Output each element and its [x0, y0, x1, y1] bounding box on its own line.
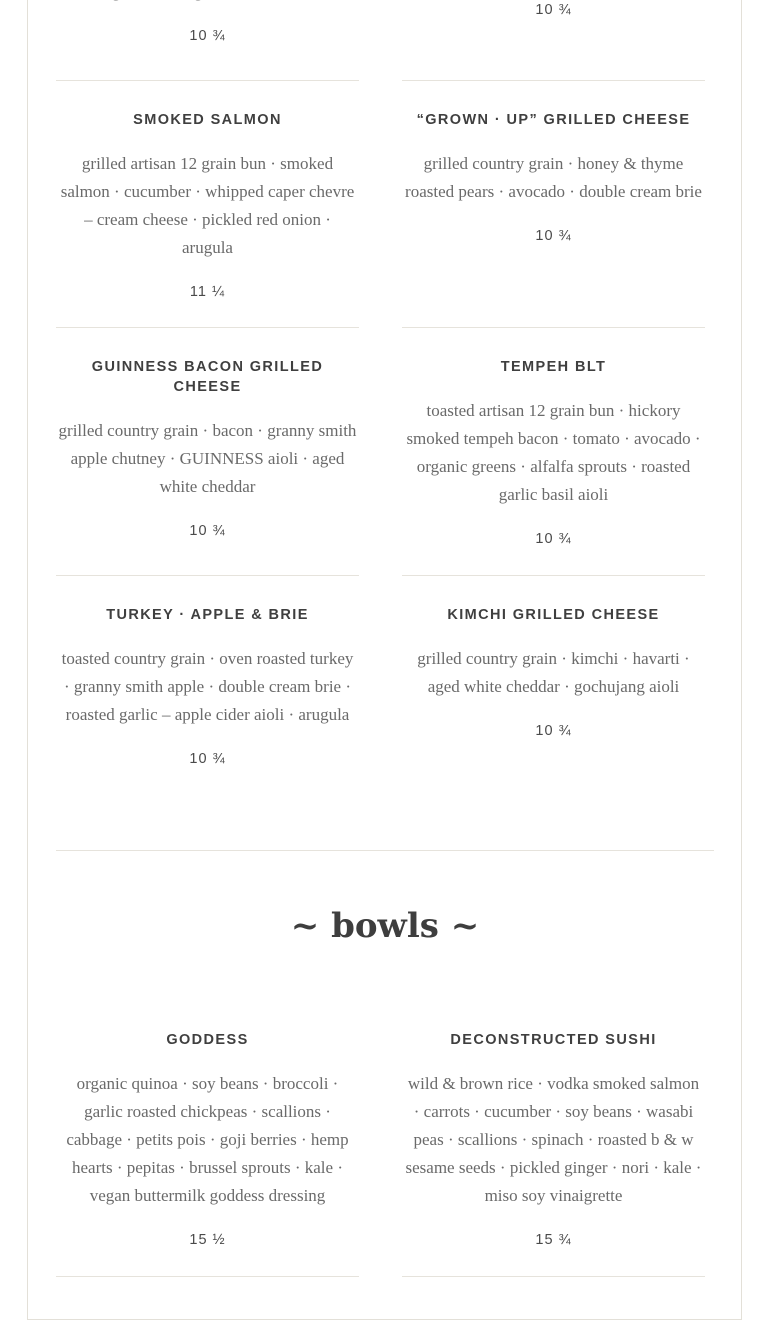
- menu-item-price: 10 ¾: [189, 28, 226, 44]
- menu-item-price: 10 ¾: [189, 523, 226, 539]
- menu-item-description: [56, 0, 359, 6]
- divider: [402, 1276, 705, 1277]
- menu-item-name: TURKEY · APPLE & BRIE: [106, 607, 309, 623]
- menu-item-price: 10 ¾: [189, 751, 226, 767]
- menu-item-price: 15 ½: [189, 1232, 226, 1248]
- divider: [56, 327, 359, 328]
- section-divider: [56, 850, 714, 851]
- divider: [56, 1276, 359, 1277]
- menu-item-name: KIMCHI GRILLED CHEESE: [447, 607, 660, 623]
- menu-item-partial-right: [402, 0, 705, 20]
- menu-item-price: 10 ¾: [535, 228, 572, 244]
- menu-item-price: 10 ¾: [535, 723, 572, 739]
- menu-item-description: wild & brown rice · vodka smoked salmon · carrots · cucumber · soy beans · wasabi peas · scallions · spinach · roasted b & w sesame seeds · pickled ginger · nori · kale · miso soy vinaigrette: [405, 1074, 702, 1205]
- section-title-bowls: ~ bowls ~: [290, 906, 480, 946]
- divider: [402, 80, 705, 81]
- menu-item-name: TEMPEH BLT: [500, 359, 607, 375]
- divider: [56, 575, 359, 576]
- menu-item-description: grilled country grain · honey & thyme roasted pears · avocado · double cream brie: [405, 154, 702, 201]
- menu-item-name: SMOKED SALMON: [133, 112, 282, 128]
- menu-item-description: grilled artisan 12 grain bun · smoked salmon · cucumber · whipped caper chevre – cream cheese · pickled red onion · arugula: [60, 154, 355, 257]
- menu-item-name: “GROWN · UP” GRILLED CHEESE: [416, 112, 691, 128]
- menu-item-smoked-salmon: [56, 110, 359, 302]
- divider: [402, 575, 705, 576]
- menu-item-partial-left: [56, 0, 359, 46]
- menu-item-description: grilled country grain · kimchi · havarti · aged white cheddar · gochujang aioli: [417, 649, 690, 696]
- menu-item-deconstructed-sushi: [402, 1030, 705, 1250]
- menu-item-description: grilled country grain · bacon · granny smith apple chutney · GUINNESS aioli · aged white cheddar: [58, 421, 357, 496]
- menu-item-price: 10 ¾: [535, 2, 572, 18]
- menu-item-name: DECONSTRUCTED SUSHI: [450, 1032, 657, 1048]
- menu-item-description: toasted artisan 12 grain bun · hickory smoked tempeh bacon · tomato · avocado · organic greens · alfalfa sprouts · roasted garlic basil aioli: [406, 401, 701, 504]
- divider: [402, 327, 705, 328]
- divider: [56, 80, 359, 81]
- menu-item-description: organic quinoa · soy beans · broccoli · garlic roasted chickpeas · scallions · cabbage · petits pois · goji berries · hemp hearts · pepitas · brussel sprouts · kale · vegan buttermilk goddess dressing: [66, 1074, 349, 1205]
- menu-item-grown-up-grilled-cheese: [402, 110, 705, 246]
- menu-item-name: GUINNESS BACON GRILLED CHEESE: [91, 359, 324, 395]
- menu-item-price: 10 ¾: [535, 531, 572, 547]
- menu-item-name: GODDESS: [166, 1032, 249, 1048]
- menu-item-tempeh-blt: [402, 357, 705, 549]
- menu-item-guinness-bacon-grilled-cheese: [56, 357, 359, 541]
- menu-item-goddess: [56, 1030, 359, 1250]
- menu-item-price: 15 ¾: [535, 1232, 572, 1248]
- menu-item-description: toasted country grain · oven roasted turkey · granny smith apple · double cream brie · roasted garlic – apple cider aioli · arugula: [61, 649, 354, 724]
- menu-item-kimchi-grilled-cheese: [402, 605, 705, 741]
- menu-item-turkey-apple-brie: [56, 605, 359, 769]
- menu-item-price: 11 ¼: [189, 284, 226, 300]
